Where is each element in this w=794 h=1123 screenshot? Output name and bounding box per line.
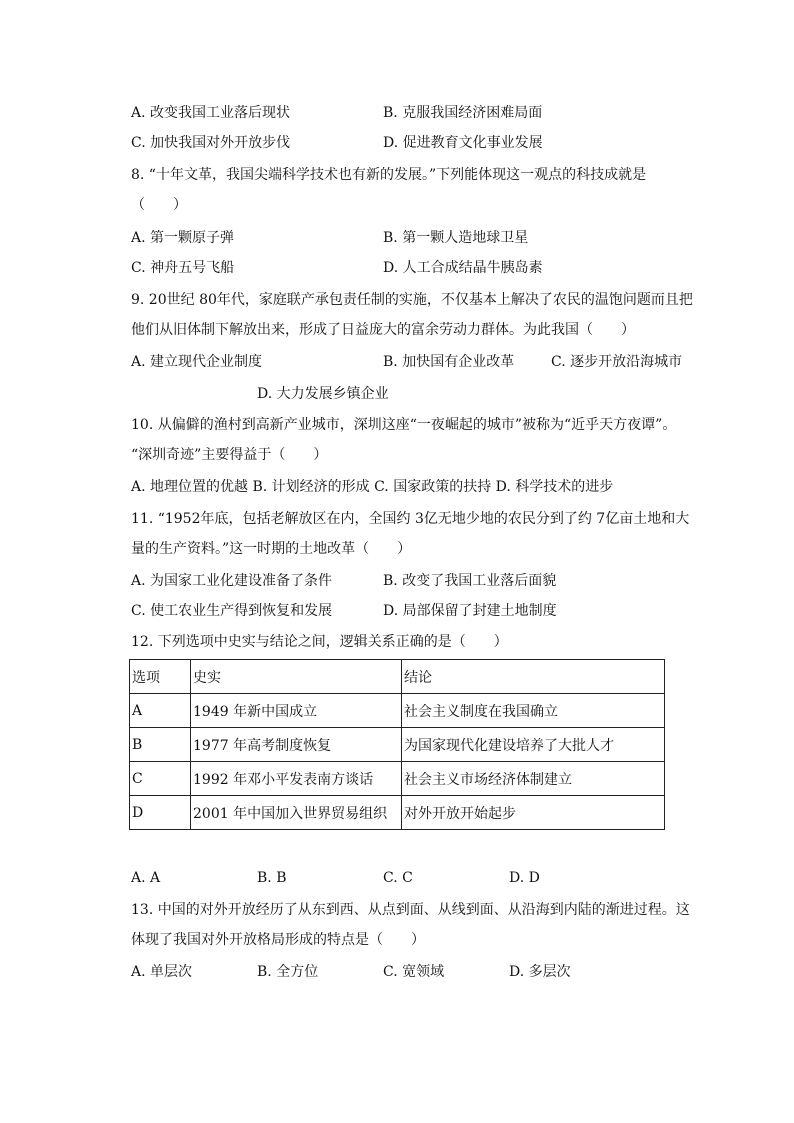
table-cell: B [130, 728, 191, 762]
q12-table [129, 659, 665, 830]
q12-stem: 12. 下列选项中史实与结论之间，逻辑关系正确的是（ ） [131, 634, 508, 650]
table-cell: 对外开放开始起步 [402, 796, 665, 830]
q7-option-b: B. 克服我国经济困难局面 [383, 105, 543, 121]
q8-option-c: C. 神舟五号飞船 [131, 260, 235, 276]
q12-option-a: A. A [131, 870, 161, 886]
q8-option-d: D. 人工合成结晶牛胰岛素 [383, 260, 543, 276]
q12-option-b: B. B [257, 870, 287, 886]
table-cell: 1949 年新中国成立 [191, 694, 402, 728]
q10-stem-line1: 10. 从偏僻的渔村到高新产业城市，深圳这座“一夜崛起的城市”被称为“近乎天方夜谭”。 [131, 417, 677, 433]
table-row [130, 762, 665, 796]
q11-stem-line2: 量的生产资料。”这一时期的土地改革（ ） [131, 541, 412, 557]
q12-option-d: D. D [509, 870, 540, 886]
q13-option-a: A. 单层次 [131, 964, 193, 980]
table-cell: A [130, 694, 191, 728]
table-cell: 1977 年高考制度恢复 [191, 728, 402, 762]
q13-stem-line1: 13. 中国的对外开放经历了从东到西、从点到面、从线到面、从沿海到内陆的渐进过程。这 [131, 902, 690, 918]
q7-option-d: D. 促进教育文化事业发展 [383, 135, 543, 151]
q11-option-c: C. 使工农业生产得到恢复和发展 [131, 603, 333, 619]
table-cell: 为国家现代化建设培养了大批人才 [402, 728, 665, 762]
q13-option-d: D. 多层次 [509, 964, 571, 980]
table-header-row [130, 660, 665, 694]
q9-option-c: C. 逐步开放沿海城市 [551, 354, 683, 370]
q9-option-b: B. 加快国有企业改革 [383, 354, 515, 370]
q9-option-d: D. 大力发展乡镇企业 [257, 386, 389, 402]
q13-option-b: B. 全方位 [257, 964, 319, 980]
table-row [130, 728, 665, 762]
q13-stem-line2: 体现了我国对外开放格局形成的特点是（ ） [131, 932, 425, 948]
q9-option-a: A. 建立现代企业制度 [131, 354, 263, 370]
q10-options: A. 地理位置的优越 B. 计划经济的形成 C. 国家政策的扶持 D. 科学技术的进步 [131, 479, 614, 495]
q12-option-c: C. C [383, 870, 413, 886]
table-cell: 社会主义制度在我国确立 [402, 694, 665, 728]
q9-stem-line2: 他们从旧体制下解放出来，形成了日益庞大的富余劳动力群体。为此我国（ ） [131, 322, 635, 338]
table-cell: D [130, 796, 191, 830]
table-cell: 1992 年邓小平发表南方谈话 [191, 762, 402, 796]
table-header-cell: 结论 [402, 660, 665, 694]
q11-option-b: B. 改变了我国工业落后面貌 [383, 573, 557, 589]
q8-option-a: A. 第一颗原子弹 [131, 230, 235, 246]
table-cell: 社会主义市场经济体制建立 [402, 762, 665, 796]
q10-stem-line2: “深圳奇迹”主要得益于（ ） [131, 447, 328, 463]
table-header-cell: 选项 [130, 660, 191, 694]
q9-stem-line1: 9. 20世纪 80年代，家庭联产承包责任制的实施，不仅基本上解决了农民的温饱问题而且把 [131, 292, 693, 308]
table-header-cell: 史实 [191, 660, 402, 694]
table-cell: C [130, 762, 191, 796]
q8-stem-line2: （ ） [131, 197, 187, 213]
q11-stem-line1: 11. “1952年底，包括老解放区在内，全国约 3亿无地少地的农民分到了约 7亿亩土地和大 [131, 511, 690, 527]
q8-option-b: B. 第一颗人造地球卫星 [383, 230, 529, 246]
q8-stem-line1: 8. “十年文革，我国尖端科学技术也有新的发展。”下列能体现这一观点的科技成就是 [131, 167, 647, 183]
table-cell: 2001 年中国加入世界贸易组织 [191, 796, 402, 830]
q11-option-a: A. 为国家工业化建设准备了条件 [131, 573, 333, 589]
q11-option-d: D. 局部保留了封建土地制度 [383, 603, 557, 619]
q7-option-c: C. 加快我国对外开放步伐 [131, 135, 291, 151]
table-row [130, 694, 665, 728]
q13-option-c: C. 宽领域 [383, 964, 445, 980]
q7-option-a: A. 改变我国工业落后现状 [131, 105, 291, 121]
table-row [130, 796, 665, 830]
